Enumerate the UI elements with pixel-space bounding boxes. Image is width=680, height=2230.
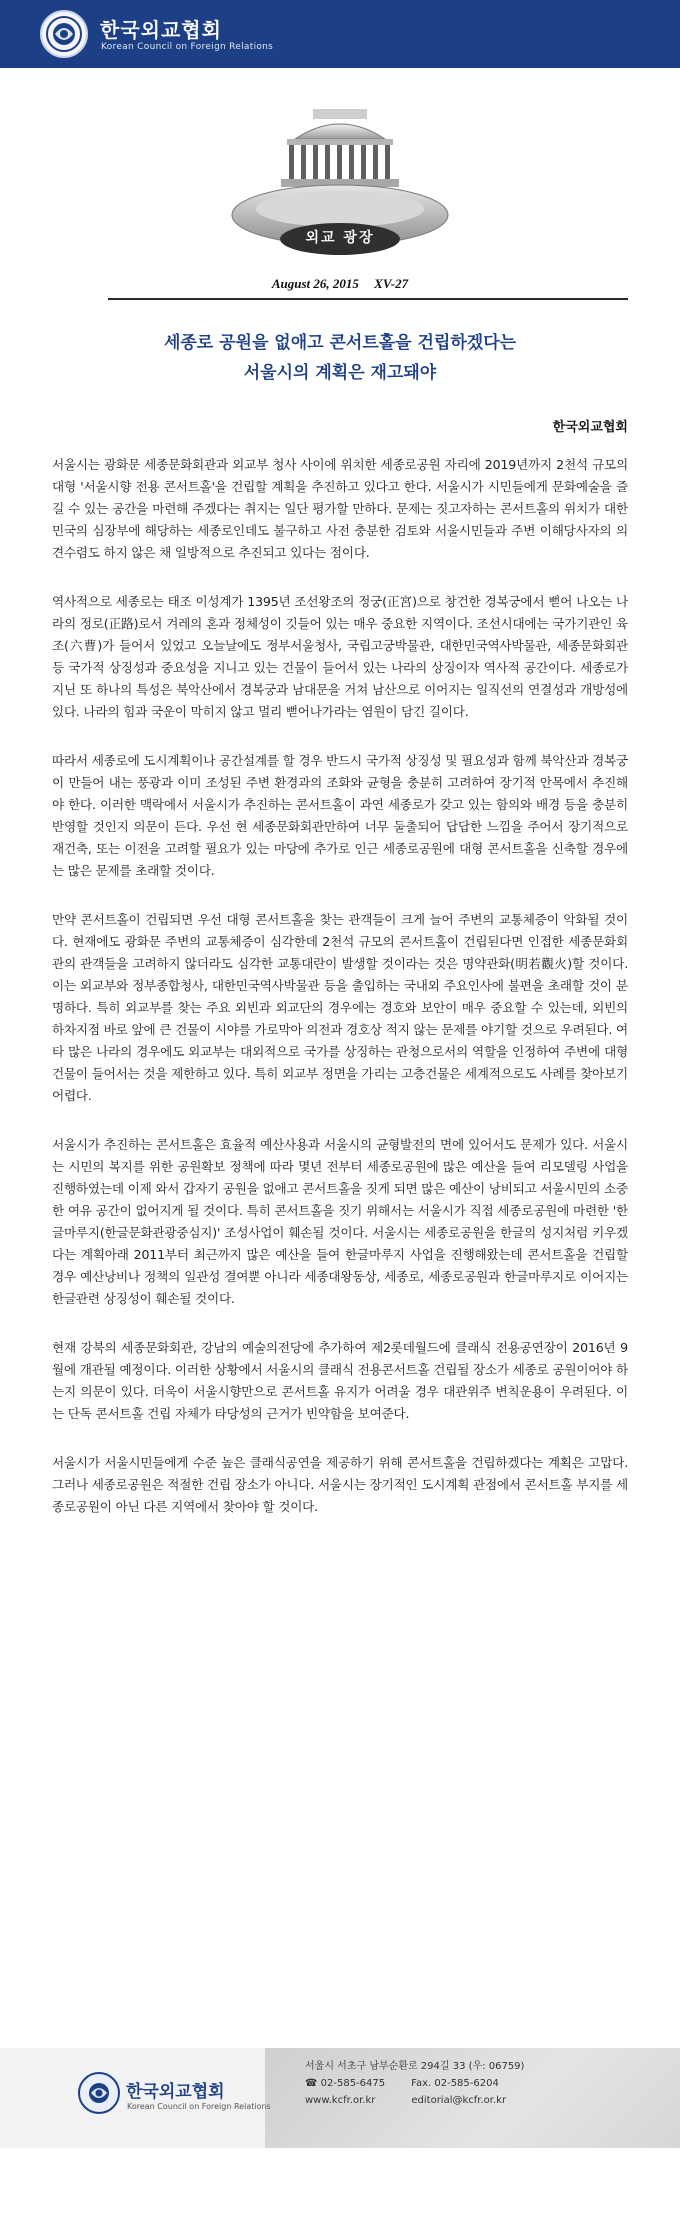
issue-line: [0, 276, 680, 292]
header-band: [0, 0, 680, 68]
paragraph-7: 서울시가 서울시민들에게 수준 높은 클래식공연을 제공하기 위해 콘서트홀을 건립하겠다는 계획은 고맙다. 그러나 세종로공원은 적절한 건립 장소가 아니다. 서울시는 장기적인 도시계획 관점에서 콘서트홀 부지를 세종로공원이 아닌 다른 지역에서 찾아야 할 것이다.: [52, 1455, 628, 1514]
issue-date: August 26, 2015: [271, 276, 359, 291]
footer-contact-info: [305, 2058, 524, 2109]
footer-phone-fax-row: [305, 2075, 524, 2092]
footer-website[interactable]: www.kcfr.or.kr: [305, 2095, 376, 2106]
paragraph-6: 현재 강북의 세종문화회관, 강남의 예술의전당에 추가하여 제2롯데월드에 클래식 전용공연장이 2016년 9월에 개관될 예정이다. 이러한 상황에서 서울시의 클래식 전용콘서트홀 건립될 장소가 세종로 공원이어야 하는지 의문이 있다. 더욱이 서울시향만으로 콘서트홀 유지가 어려울 경우 대관위주 변칙운용이 우려된다. 이는 단독 콘서트홀 건립 자체가 타당성의 근거가 빈약함을 보여준다.: [52, 1340, 628, 1421]
footer-org-name-en: Korean Council on Foreign Relations: [127, 2102, 271, 2111]
title-line-2: 서울시의 계획은 재고돼야: [243, 363, 437, 383]
org-name-ko: 한국외교협회: [100, 18, 222, 42]
org-name-en: Korean Council on Foreign Relations: [101, 42, 274, 52]
paragraph-5: 서울시가 추진하는 콘서트홀은 효율적 예산사용과 서울시의 균형발전의 면에 있어서도 문제가 있다. 서울시는 시민의 복지를 위한 공원확보 정책에 따라 몇년 전부터 세종로공원에 많은 예산을 들여 리모델링 사업을 진행하였는데 이제 와서 갑자기 공원을 없애고 콘서트홀을 짓게 되면 많은 예산이 낭비되고 서울시민의 소중한 여유 공간이 없어지게 될 것이다. 특히 콘서트홀을 짓기 위해서는 서울시가 직접 세종로공원에 마련한 '한글마루지(한글문화관광중심지)' 조성사업이 훼손될 것이다. 서울시는 세종로공원을 한글의 성지처럼 키우겠다는 계획아래 2011부터 최근까지 많은 예산을 들여 한글마루지 사업을 진행해왔는데 콘서트홀을 건립할 경우 예산낭비나 정책의 일관성 결여뿐 아니라 세종대왕동상, 세종로, 세종로공원과 한글마루지로 이어지는 한글관련 상징성이 훼손될 것이다.: [52, 1137, 628, 1306]
footer-kcfr-logo-icon: [78, 2072, 120, 2114]
forum-emblem: [225, 105, 455, 274]
footer-phone: ☎ 02-585-6475: [305, 2078, 386, 2089]
title-line-1: 세종로 공원을 없애고 콘서트홀을 건립하겠다는: [163, 333, 517, 353]
paragraph-4: 만약 콘서트홀이 건립되면 우선 대형 콘서트홀을 찾는 관객들이 크게 늘어 주변의 교통체증이 악화될 것이다. 현재에도 광화문 주변의 교통체증이 심각한데 2천석 규모의 콘서트홀이 건립된다면 인접한 세종문화회관의 관객들을 고려하지 않더라도 심각한 교통대란이 발생할 것이라는 것은 명약관화(明若觀火)할 것이다. 이는 외교부와 정부종합청사, 대한민국역사박물관 등을 출입하는 국내외 주요인사에 불편을 초래할 것이 분명하다. 특히 외교부를 찾는 주요 외빈과 외교단의 경우에는 경호와 보안이 매우 중요할 수 있는데, 외빈의 하차지점 바로 앞에 큰 건물이 시야를 가로막아 의전과 경호상 적지 않는 문제를 야기할 것으로 우려된다. 여타 많은 나라의 경우에도 외교부는 대외적으로 국가를 상징하는 관청으로서의 역할을 인정하여 주변에 대형건물이 들어서는 것을 제한하고 있다. 특히 외교부 정면을 가리는 고층건물은 세계적으로도 사례를 찾아보기 어렵다.: [52, 912, 628, 1103]
footer-org-name-ko: 한국외교협회: [126, 2082, 225, 2102]
paragraph-3: 따라서 세종로에 도시계획이나 공간설계를 할 경우 반드시 국가적 상징성 및 필요성과 함께 북악산과 경복궁이 만들어 내는 풍광과 이미 조성된 주변 환경과의 조화와 균형을 충분히 고려하여 장기적 안목에서 추진해야 한다. 이러한 맥락에서 서울시가 추진하는 콘서트홀이 과연 세종로가 갖고 있는 함의와 배경 등을 충분히 반영할 것인지 의문이 든다. 우선 현 세종문화회관만하여 너무 둘출되어 답답한 느낌을 주어서 장기적으로 재건축, 또는 이전을 고려할 필요가 있는 마당에 추가로 인근 세종로공원에 대형 콘서트홀을 신축할 경우에는 많은 문제를 초래할 것이다.: [52, 753, 628, 878]
paragraph-1: 서울시는 광화문 세종문화회관과 외교부 청사 사이에 위치한 세종로공원 자리에 2019년까지 2천석 규모의 대형 '서울시향 전용 콘서트홀'을 건립할 계획을 추진하고 있다고 한다. 서울시가 시민들에게 문화예술을 즐길 수 있는 공간을 마련해 주겠다는 취지는 일단 평가할 만하다. 문제는 짓고자하는 콘서트홀의 위치가 대한민국의 심장부에 해당하는 세종로인데도 불구하고 사전 충분한 검토와 서울시민들과 주변 이해당사자의 의견수렴도 하지 않은 채 일방적으로 추진되고 있다는 점이다.: [52, 457, 628, 560]
footer-email[interactable]: editorial@kcfr.or.kr: [411, 2095, 507, 2106]
header-divider: [108, 298, 628, 300]
article-author: 한국외교협회: [552, 420, 628, 435]
issue-number: XV-27: [374, 276, 409, 291]
footer-address: 서울시 서초구 남부순환로 294길 33 (우: 06759): [305, 2061, 525, 2072]
footer-web-email-row: [305, 2092, 524, 2109]
footer-fax: Fax. 02-585-6204: [411, 2078, 499, 2089]
paragraph-2: 역사적으로 세종로는 태조 이성계가 1395년 조선왕조의 정궁(正宮)으로 창건한 경복궁에서 뻗어 나오는 나라의 정로(正路)로서 겨레의 혼과 정체성이 깃들어 있는 매우 중요한 지역이다. 조선시대에는 국가기관인 육조(六曹)가 들어서 있었고 오늘날에도 정부서울청사, 국립고궁박물관, 대한민국역사박물관, 세종문화회관 등 국가적 상징성과 중요성을 지니고 있는 건물이 들어서 있는 나라의 상징이자 역사적 공간이다. 세종로가 지닌 또 하나의 특성은 북악산에서 경복궁과 남대문을 거쳐 남산으로 이어지는 일직선의 연결성과 개방성에 있다. 나라의 힘과 국운이 막히지 않고 멀리 뻗어나가라는 염원이 담긴 길이다.: [52, 594, 628, 719]
article-title: [0, 328, 680, 388]
article-body: [52, 454, 628, 1545]
forum-emblem-label: 외교 광장: [305, 230, 375, 246]
kcfr-logo-icon: [40, 10, 88, 58]
